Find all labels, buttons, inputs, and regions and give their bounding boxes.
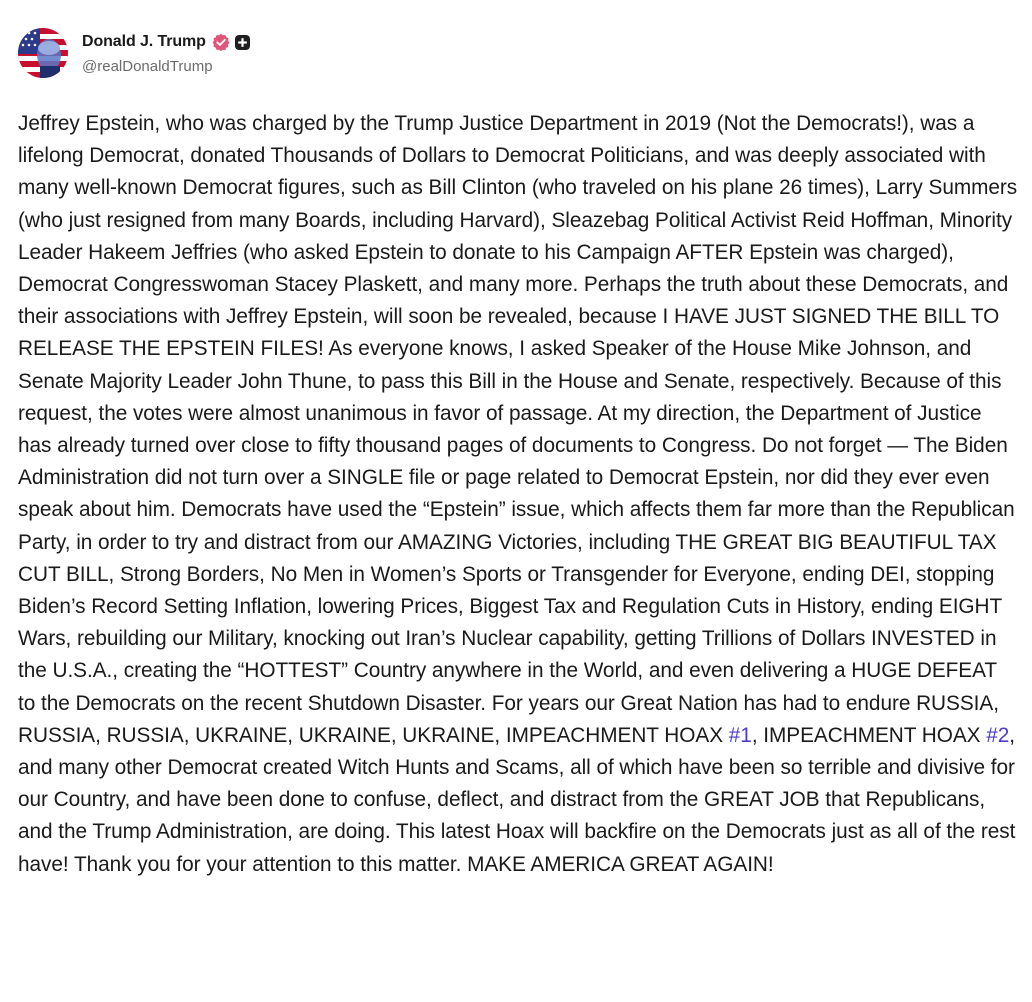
author-identity (82, 31, 250, 75)
post-text (18, 108, 1018, 881)
hashtag-link[interactable]: #2 (986, 723, 1010, 747)
post-header (18, 28, 250, 78)
author-name-row (82, 31, 250, 53)
author-handle[interactable]: @realDonaldTrump (82, 58, 213, 75)
profile-avatar[interactable] (18, 28, 68, 78)
hashtag-link[interactable]: #1 (728, 723, 752, 747)
plus-badge-icon (235, 35, 250, 50)
verified-badge-icon (212, 33, 230, 51)
avatar-image (18, 28, 68, 78)
post-text-segment: , IMPEACHMENT HOAX (751, 723, 987, 747)
post-body (18, 108, 1018, 881)
author-display-name[interactable]: Donald J. Trump (82, 33, 206, 50)
post-text-segment: , and many other Democrat created Witch Hunts and Scams, all of which have been so terrible and divisive for our Country, and have been done to confuse, deflect, and distract from the GREAT JOB that Republicans, and the Trump Administration, are doing. This latest Hoax will backfire on the Democrats just as all of the rest have! Thank you for your attention to this matter. MAKE AMERICA GREAT AGAIN! (18, 723, 1016, 876)
post-text-segment: Jeffrey Epstein, who was charged by the Trump Justice Department in 2019 (Not the Democrats!), was a lifelong Democrat, donated Thousands of Dollars to Democrat Politicians, and was deeply associated with many well-known Democrat figures, such as Bill Clinton (who traveled on his plane 26 times), Larry Summers (who just resigned from many Boards, including Harvard), Sleazebag Political Activist Reid Hoffman, Minority Leader Hakeem Jeffries (who asked Epstein to donate to his Campaign AFTER Epstein was charged), Democrat Congresswoman Stacey Plaskett, and many more. Perhaps the truth about these Democrats, and their associations with Jeffrey Epstein, will soon be revealed, because I HAVE JUST SIGNED THE BILL TO RELEASE THE EPSTEIN FILES! As everyone knows, I asked Speaker of the House Mike Johnson, and Senate Majority Leader John Thune, to pass this Bill in the House and Senate, respectively. Because of this request, the votes were almost unanimous in favor of passage. At my direction, the Department of Justice has already turned over close to fifty thousand pages of documents to Congress. Do not forget — The Biden Administration did not turn over a SINGLE file or page related to Democrat Epstein, nor did they ever even speak about him. Democrats have used the “Epstein” issue, which affects them far more than the Republican Party, in order to try and distract from our AMAZING Victories, including THE GREAT BIG BEAUTIFUL TAX CUT BILL, Strong Borders, No Men in Women’s Sports or Transgender for Everyone, ending DEI, stopping Biden’s Record Setting Inflation, lowering Prices, Biggest Tax and Regulation Cuts in History, ending EIGHT Wars, rebuilding our Military, knocking out Iran’s Nuclear capability, getting Trillions of Dollars INVESTED in the U.S.A., creating the “HOTTEST” Country anywhere in the World, and even delivering a HUGE DEFEAT to the Democrats on the recent Shutdown Disaster. For years our Great Nation has had to endure RUSSIA, RUSSIA, RUSSIA, UKRAINE, UKRAINE, UKRAINE, IMPEACHMENT HOAX (18, 112, 1018, 747)
